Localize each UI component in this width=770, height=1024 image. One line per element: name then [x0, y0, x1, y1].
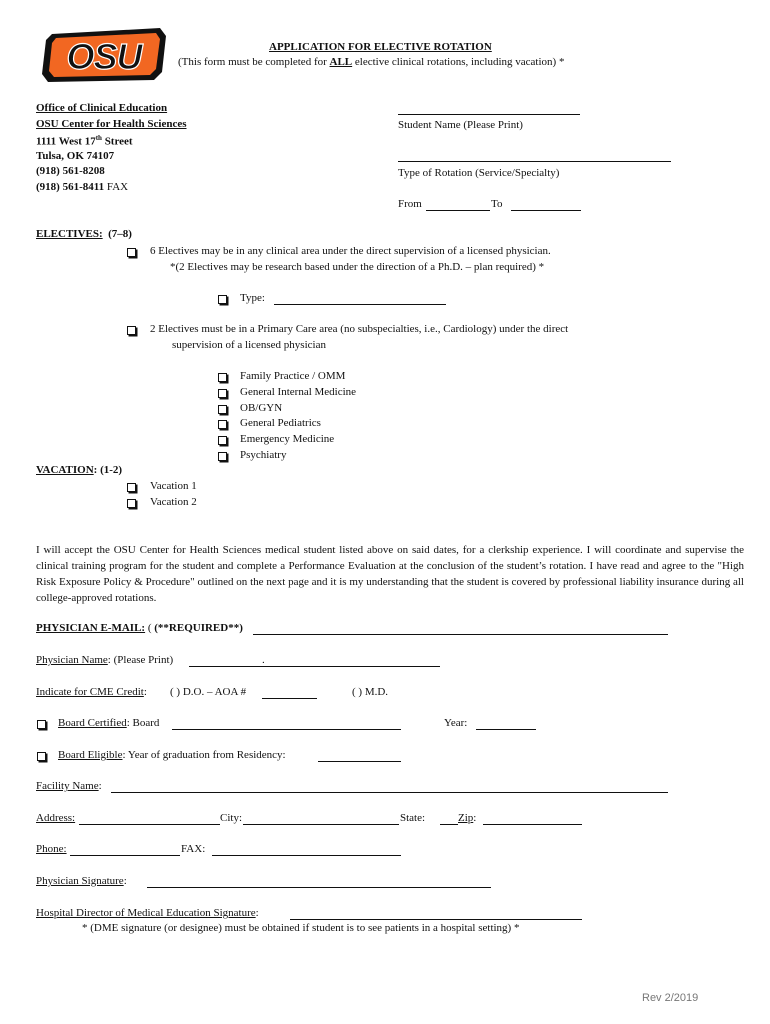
- physician-signature-label: Physician Signature:: [36, 875, 127, 887]
- internal-medicine-checkbox[interactable]: [218, 389, 227, 398]
- cme-label-text: Indicate for CME Credit: [36, 686, 144, 698]
- vacation-heading: [36, 464, 122, 476]
- board-eligible-suffix: : Year of graduation from Residency:: [122, 749, 286, 761]
- vacation-range: : (1-2): [93, 464, 123, 476]
- zip-label: Zip:: [458, 812, 477, 824]
- research-type-field[interactable]: [274, 304, 446, 305]
- rotation-type-label: Type of Rotation (Service/Specialty): [398, 167, 560, 179]
- board-certified-checkbox[interactable]: [37, 720, 46, 729]
- vacation-1-checkbox[interactable]: [127, 483, 136, 492]
- from-label: From: [398, 198, 422, 210]
- family-practice-label: Family Practice / OMM: [240, 370, 346, 382]
- city-label: City:: [220, 812, 243, 824]
- emergency-medicine-label: Emergency Medicine: [240, 433, 335, 445]
- research-type-label: Type:: [240, 292, 265, 304]
- student-name-field[interactable]: [398, 114, 580, 115]
- physician-name-suffix: : (Please Print): [107, 654, 174, 666]
- research-type-checkbox[interactable]: [218, 295, 227, 304]
- physician-name-dot: .: [262, 654, 265, 666]
- fax-field-label: FAX:: [181, 843, 206, 855]
- elective-primary-text-2: supervision of a licensed physician: [172, 339, 326, 351]
- subtitle-pre: (This form must be completed for: [178, 56, 330, 68]
- osu-logo: [38, 26, 170, 84]
- board-certified-label: [58, 717, 159, 729]
- internal-medicine-label: General Internal Medicine: [240, 386, 357, 398]
- form-subtitle: [178, 56, 564, 68]
- board-field[interactable]: [172, 729, 401, 730]
- vacation-heading-text: VACATION: [36, 464, 94, 476]
- address-label: Address:: [36, 812, 76, 824]
- board-eligible-text: Board Eligible: [58, 749, 123, 761]
- vacation-1-label: Vacation 1: [150, 480, 197, 492]
- emergency-medicine-checkbox[interactable]: [218, 436, 227, 445]
- office-name: Office of Clinical Education: [36, 102, 168, 114]
- subtitle-post: elective clinical rotations, including vacation) *: [352, 56, 565, 68]
- obgyn-label: OB/GYN: [240, 402, 283, 414]
- phone-label: Phone:: [36, 843, 67, 855]
- elective-general-checkbox[interactable]: [127, 248, 136, 257]
- physician-email-field[interactable]: [253, 634, 668, 635]
- city-field[interactable]: [243, 824, 399, 825]
- physician-signature-field[interactable]: [147, 887, 491, 888]
- obgyn-checkbox[interactable]: [218, 405, 227, 414]
- physician-signature-text: Physician Signature: [36, 875, 124, 887]
- office-city: Tulsa, OK 74107: [36, 150, 115, 162]
- cme-colon: :: [143, 686, 147, 698]
- family-practice-checkbox[interactable]: [218, 373, 227, 382]
- to-date-field[interactable]: [511, 210, 581, 211]
- elective-general-text: 6 Electives may be in any clinical area under the direct supervision of a licensed physician.: [150, 245, 551, 257]
- cme-label: [36, 686, 147, 698]
- facility-label: Facility Name:: [36, 780, 102, 792]
- street-name: Street: [101, 135, 133, 148]
- from-date-field[interactable]: [426, 210, 490, 211]
- pediatrics-checkbox[interactable]: [218, 420, 227, 429]
- board-certified-text: Board Certified: [58, 717, 127, 729]
- dme-signature-text: Hospital Director of Medical Education Signature: [36, 907, 256, 919]
- board-eligible-label: [58, 749, 286, 761]
- pediatrics-label: General Pediatrics: [240, 417, 321, 429]
- street-number: 1111 West 17: [36, 135, 96, 148]
- vacation-2-label: Vacation 2: [150, 496, 197, 508]
- physician-name-field[interactable]: [189, 666, 440, 667]
- psychiatry-checkbox[interactable]: [218, 452, 227, 461]
- office-center: OSU Center for Health Sciences: [36, 118, 187, 130]
- fax-field[interactable]: [212, 855, 401, 856]
- electives-heading: [36, 228, 132, 240]
- dme-signature-label: Hospital Director of Medical Education Signature:: [36, 907, 259, 919]
- street-suffix: th: [95, 134, 102, 142]
- facility-field[interactable]: [111, 792, 668, 793]
- revision-label: Rev 2/2019: [642, 992, 699, 1004]
- physician-email-label: PHYSICIAN E-MAIL: ( (**REQUIRED**): [36, 622, 243, 634]
- agreement-paragraph: I will accept the OSU Center for Health Sciences medical student listed above on said dates, for a clerkship experience. I will coordinate and supervise the clinical training program for the student and complete a Performance Evaluation at the conclusion of the student’s rotation. I have read and agree to the "High Risk Exposure Policy & Procedure" outlined on the next page and it is my understanding that the student is covered by professional liability insurance during all college-approved rotations.: [36, 544, 744, 604]
- phone-field[interactable]: [70, 855, 180, 856]
- board-eligible-checkbox[interactable]: [37, 752, 46, 761]
- electives-heading-text: ELECTIVES:: [36, 228, 103, 240]
- office-phone: (918) 561-8208: [36, 165, 105, 177]
- dme-note: * (DME signature (or designee) must be obtained if student is to see patients in a hospital setting) *: [82, 922, 520, 934]
- office-street: [36, 134, 133, 148]
- zip-label-text: Zip: [458, 812, 474, 824]
- email-required: (**REQUIRED**): [151, 622, 243, 634]
- office-fax: [36, 181, 128, 193]
- aoa-number-field[interactable]: [262, 698, 317, 699]
- fax-label: FAX: [104, 181, 129, 193]
- dme-signature-field[interactable]: [290, 919, 582, 920]
- osu-logo-text: OSU: [66, 36, 142, 77]
- fax-number: (918) 561-8411: [36, 181, 105, 193]
- form-title: APPLICATION FOR ELECTIVE ROTATION: [269, 41, 492, 53]
- facility-label-text: Facility Name: [36, 780, 99, 792]
- elective-primary-text: 2 Electives must be in a Primary Care area (no subspecialties, i.e., Cardiology) under the direct: [150, 323, 569, 335]
- psychiatry-label: Psychiatry: [240, 449, 287, 461]
- rotation-type-field[interactable]: [398, 161, 671, 162]
- state-label: State:: [400, 812, 426, 824]
- subtitle-all: ALL: [329, 56, 353, 68]
- state-field[interactable]: [440, 824, 458, 825]
- physician-name-label: [36, 654, 173, 666]
- to-label: To: [491, 198, 503, 210]
- board-certified-suffix: : Board: [126, 717, 160, 729]
- physician-name-text: Physician Name: [36, 654, 108, 666]
- email-label-text: PHYSICIAN E-MAIL:: [36, 622, 146, 634]
- md-option[interactable]: ( ) M.D.: [352, 686, 389, 698]
- student-name-label: Student Name (Please Print): [398, 119, 523, 131]
- elective-research-note: *(2 Electives may be research based under the direction of a Ph.D. – plan required) *: [170, 261, 545, 273]
- electives-range: (7–8): [108, 228, 132, 240]
- do-option[interactable]: ( ) D.O. – AOA #: [170, 686, 247, 698]
- year-label: Year:: [444, 717, 468, 729]
- year-field[interactable]: [476, 729, 536, 730]
- elective-primary-checkbox[interactable]: [127, 326, 136, 335]
- address-field[interactable]: [79, 824, 220, 825]
- residency-year-field[interactable]: [318, 761, 401, 762]
- vacation-2-checkbox[interactable]: [127, 499, 136, 508]
- zip-field[interactable]: [483, 824, 582, 825]
